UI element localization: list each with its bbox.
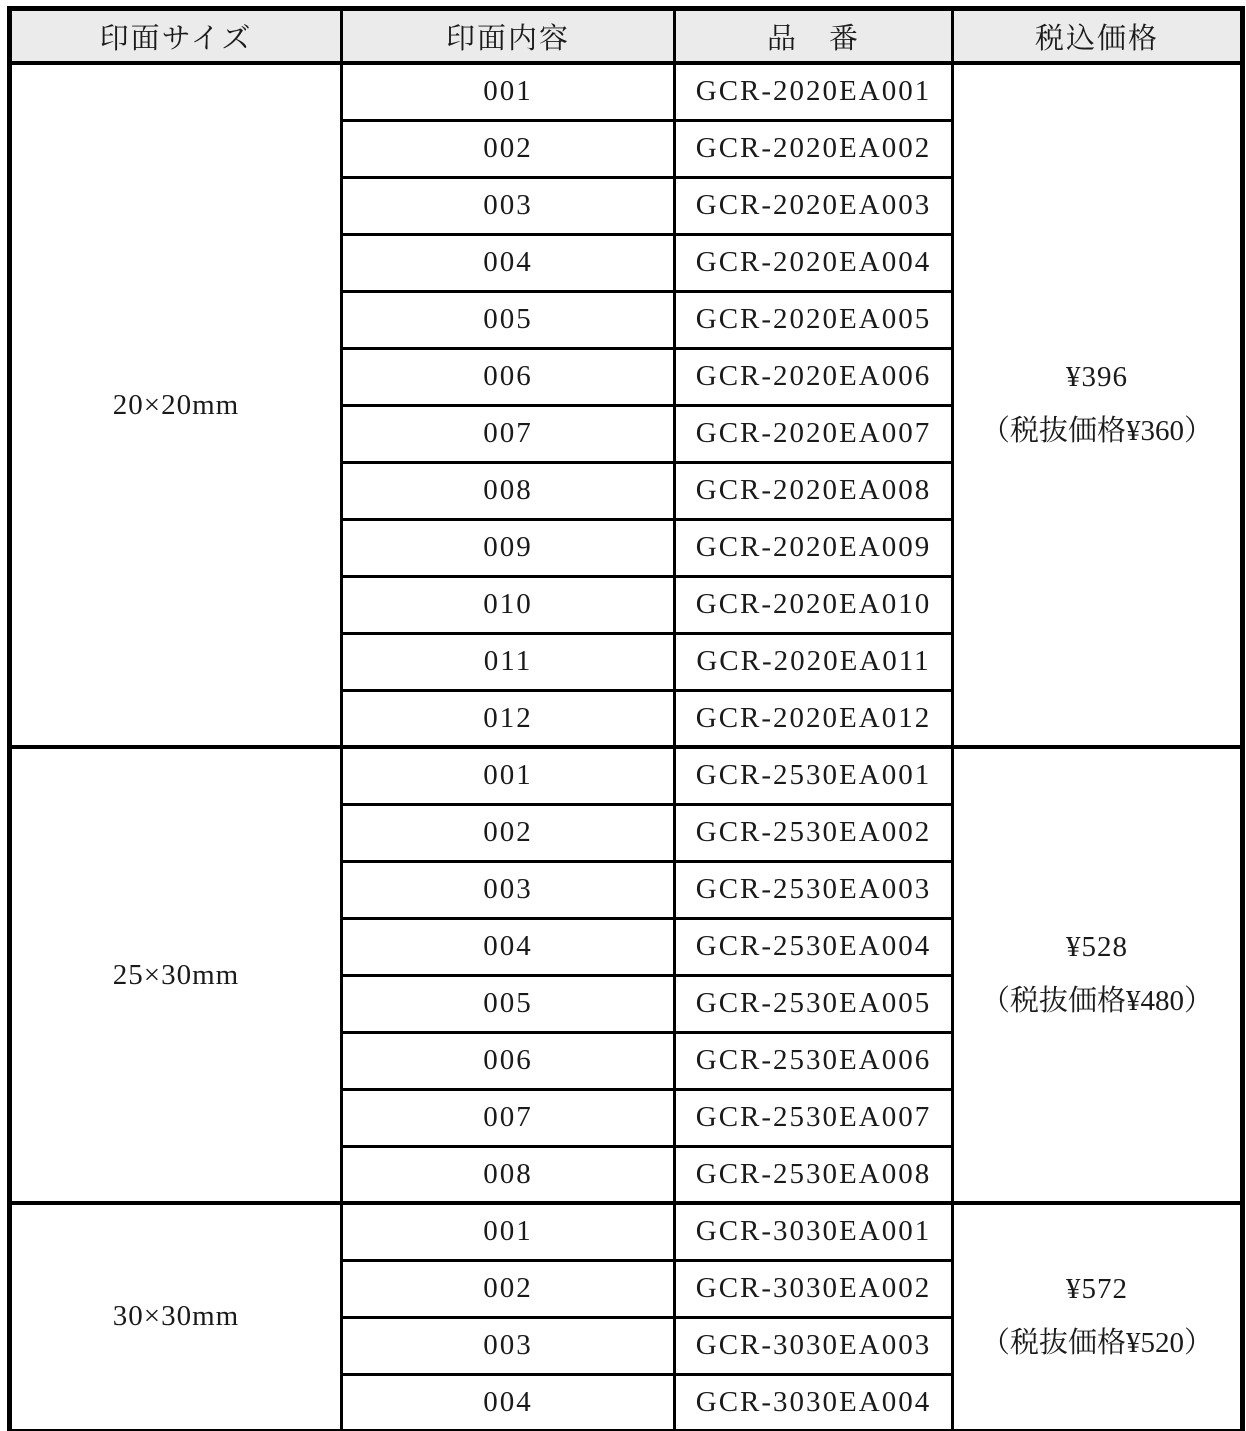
content-cell: 002	[342, 1260, 675, 1317]
content-cell: 004	[342, 234, 675, 291]
price-incl-tax: ¥572	[1066, 1272, 1128, 1305]
price-cell	[953, 63, 1243, 747]
price-excl-tax-note: （税抜価格¥360）	[980, 415, 1213, 447]
content-cell: 002	[342, 804, 675, 861]
content-cell: 005	[342, 975, 675, 1032]
price-excl-tax-note: （税抜価格¥480）	[980, 985, 1213, 1017]
content-cell: 006	[342, 348, 675, 405]
table-row	[10, 747, 1243, 804]
code-cell: GCR-2530EA006	[675, 1032, 953, 1089]
size-cell: 25×30mm	[10, 747, 342, 1203]
content-cell: 008	[342, 1146, 675, 1203]
code-cell: GCR-2530EA003	[675, 861, 953, 918]
code-cell: GCR-2020EA004	[675, 234, 953, 291]
content-cell: 004	[342, 918, 675, 975]
code-cell: GCR-2020EA009	[675, 519, 953, 576]
table-row	[10, 63, 1243, 120]
table-header	[10, 9, 1243, 64]
content-cell: 003	[342, 861, 675, 918]
code-cell: GCR-2530EA002	[675, 804, 953, 861]
price-table	[7, 6, 1245, 1431]
content-cell: 010	[342, 576, 675, 633]
code-cell: GCR-3030EA002	[675, 1260, 953, 1317]
code-cell: GCR-3030EA001	[675, 1203, 953, 1260]
content-cell: 009	[342, 519, 675, 576]
content-cell: 007	[342, 405, 675, 462]
code-cell: GCR-2020EA007	[675, 405, 953, 462]
price-cell	[953, 1203, 1243, 1431]
size-cell: 30×30mm	[10, 1203, 342, 1431]
code-cell: GCR-2020EA012	[675, 690, 953, 747]
code-cell: GCR-2530EA007	[675, 1089, 953, 1146]
content-cell: 003	[342, 1317, 675, 1374]
content-cell: 004	[342, 1374, 675, 1431]
content-cell: 002	[342, 120, 675, 177]
content-cell: 005	[342, 291, 675, 348]
table-row	[10, 1203, 1243, 1260]
content-cell: 012	[342, 690, 675, 747]
content-cell: 001	[342, 1203, 675, 1260]
content-cell: 001	[342, 747, 675, 804]
code-cell: GCR-2020EA008	[675, 462, 953, 519]
header-size: 印面サイズ	[10, 9, 342, 64]
header-row	[10, 9, 1243, 64]
code-cell: GCR-2530EA008	[675, 1146, 953, 1203]
content-cell: 001	[342, 63, 675, 120]
header-price: 税込価格	[953, 9, 1243, 64]
price-cell	[953, 747, 1243, 1203]
content-cell: 007	[342, 1089, 675, 1146]
header-part-number: 品 番	[675, 9, 953, 64]
code-cell: GCR-2020EA010	[675, 576, 953, 633]
content-cell: 011	[342, 633, 675, 690]
code-cell: GCR-2020EA003	[675, 177, 953, 234]
price-incl-tax: ¥528	[1066, 931, 1128, 963]
header-content: 印面内容	[342, 9, 675, 64]
price-incl-tax: ¥396	[1066, 361, 1128, 393]
code-cell: GCR-2020EA005	[675, 291, 953, 348]
code-cell: GCR-2020EA006	[675, 348, 953, 405]
code-cell: GCR-2020EA011	[675, 633, 953, 690]
code-cell: GCR-2530EA001	[675, 747, 953, 804]
table-body	[10, 63, 1243, 1431]
code-cell: GCR-3030EA003	[675, 1317, 953, 1374]
content-cell: 008	[342, 462, 675, 519]
size-cell: 20×20mm	[10, 63, 342, 747]
code-cell: GCR-2530EA005	[675, 975, 953, 1032]
code-cell: GCR-2020EA001	[675, 63, 953, 120]
price-excl-tax-note: （税抜価格¥520）	[980, 1326, 1213, 1359]
code-cell: GCR-2020EA002	[675, 120, 953, 177]
code-cell: GCR-2530EA004	[675, 918, 953, 975]
code-cell: GCR-3030EA004	[675, 1374, 953, 1431]
content-cell: 006	[342, 1032, 675, 1089]
content-cell: 003	[342, 177, 675, 234]
